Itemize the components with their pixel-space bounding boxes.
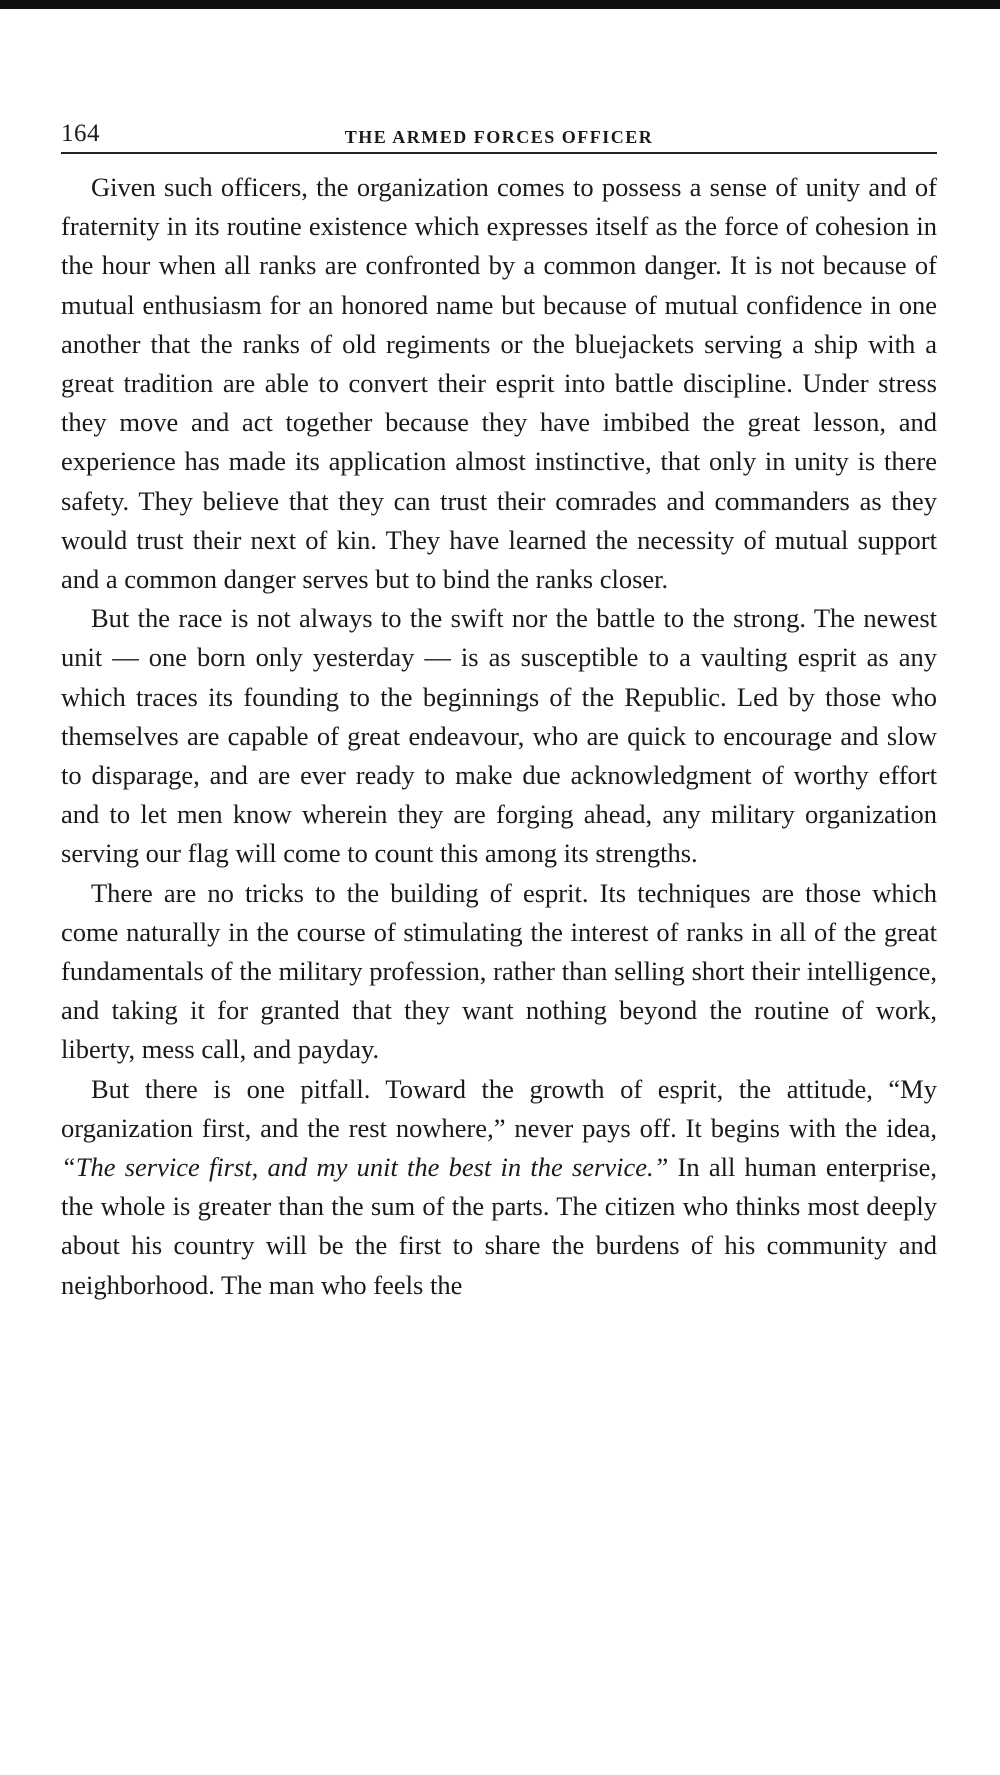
paragraph-4	[61, 1070, 937, 1305]
running-head	[61, 116, 937, 154]
paragraph-3: There are no tricks to the building of esprit. Its techniques are those which come naturally in the course of stimulating the interest of ranks in all of the great fundamentals of the military profession, rather than selling short their intelligence, and taking it for granted that they want nothing beyond the routine of work, liberty, mess call, and payday.	[61, 877, 937, 1065]
paragraph-1: Given such officers, the organization comes to possess a sense of unity and of fraternity in its routine existence which expresses itself as the force of cohesion in the hour when all ranks are confronted by a common danger. It is not because of mutual enthusiasm for an honored name but because of mutual confidence in one another that the ranks of old regiments or the bluejackets serving a ship with a great tradition are able to convert their esprit into battle discipline. Under stress they move and act together because they have imbibed the great lesson, and experience has made its application almost instinctive, that only in unity is there safety. They believe that they can trust their comrades and commanders as they would trust their next of kin. They have learned the necessity of mutual support and a common danger serves but to bind the ranks closer.	[61, 172, 937, 595]
top-edge-rule	[0, 0, 1000, 9]
paragraph-4-start: But there is one pitfall. Toward the growth of esprit, the attitude, “My organization first, and the rest nowhere,” never pays off. It begins with the idea,	[61, 1073, 937, 1143]
body-text	[61, 168, 937, 1305]
paragraph-4-italic-quote: “The service first, and my unit the best in the service.”	[61, 1152, 669, 1183]
book-page	[61, 116, 937, 1305]
page-number: 164	[61, 120, 100, 147]
paragraph-2: But the race is not always to the swift nor the battle to the strong. The newest unit — one born only yesterday — is as susceptible to a vaulting esprit as any which traces its founding to the beginnings of the Republic. Led by those who themselves are capable of great endeavour, who are quick to encourage and slow to disparage, and are ever ready to make due acknowledgment of worthy effort and to let men know wherein they are forging ahead, any military organization serving our flag will come to count this among its strengths.	[61, 603, 937, 869]
paragraph-4-end: In all human enterprise, the whole is greater than the sum of the parts. The citizen who thinks most deeply about his country will be the first to share the burdens of his community and neighborhood. The man who feels the	[61, 1152, 937, 1300]
book-title: THE ARMED FORCES OFFICER	[344, 127, 654, 147]
